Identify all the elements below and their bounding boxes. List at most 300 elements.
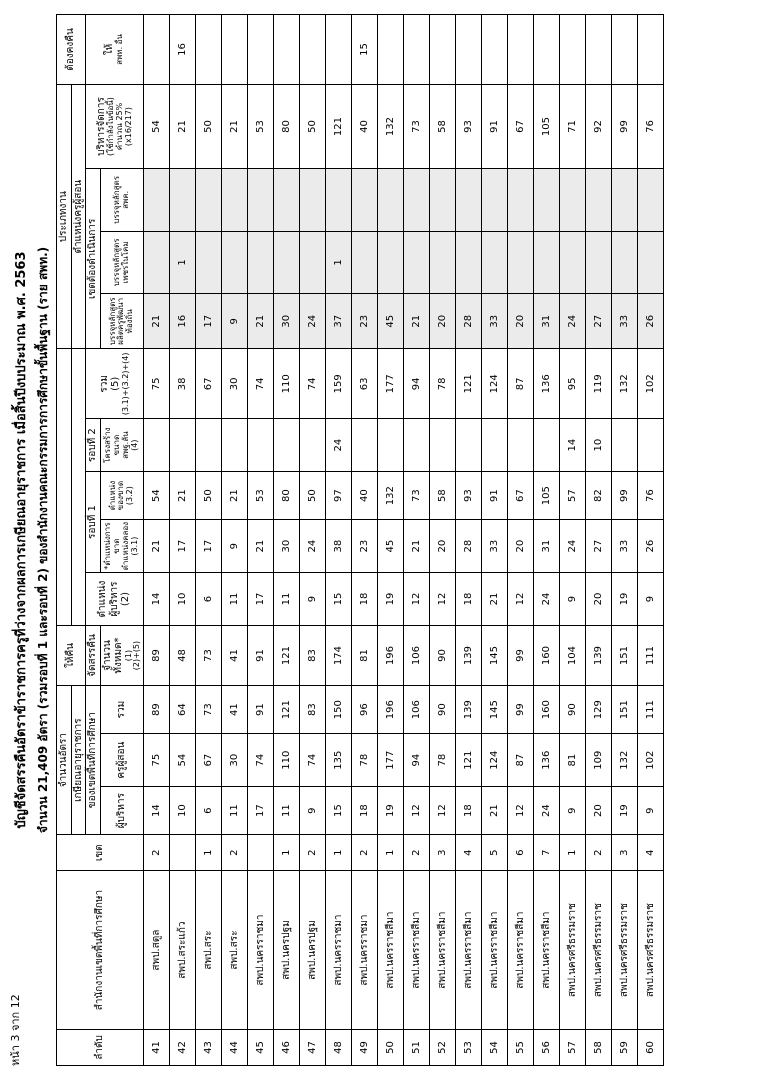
cell-round1-a: 23 [352,520,378,573]
cell-position: 9 [560,573,586,626]
cell-round2-a [300,419,326,472]
cell-round2-a [144,419,170,472]
cell-sum: 41 [222,686,248,734]
cell-position: 18 [456,573,482,626]
cell-position: 15 [326,573,352,626]
cell-zone: 3 [430,835,456,871]
cell-mgmt-3 [326,169,352,232]
cell-total: 38 [170,349,196,419]
cell-note: 16 [170,15,196,85]
cell-mgmt-3 [508,169,534,232]
th-pos: ตำแหน่ง ผู้บริหาร (2) [86,573,144,626]
table-row [456,15,482,1066]
cell-director: 19 [378,787,404,835]
cell-office: สพป.นครศรีธรรมราช [560,871,586,1030]
cell-zone: 2 [144,835,170,871]
cell-mgmt-1: 31 [534,294,560,349]
cell-total: 74 [300,349,326,419]
cell-manage: 58 [430,84,456,168]
cell-round1-a: 21 [248,520,274,573]
table-row [404,15,430,1066]
th-note-group: ต้องคงคืน [57,15,86,85]
cell-zone: 5 [482,835,508,871]
cell-zone: 2 [404,835,430,871]
cell-mgmt-2: 1 [170,231,196,294]
th-mgmt-1: บรรจุหลักสูตร ผลิตครูพัฒนาท้องถิ่น [100,294,144,349]
cell-sum: 151 [612,686,638,734]
cell-teacher: 78 [430,734,456,787]
cell-mgmt-2 [222,231,248,294]
cell-note [586,15,612,85]
cell-note [404,15,430,85]
cell-mgmt-2 [482,231,508,294]
th-alloc-sum: จำนวน ทั้งหมด* (1) (2)+(5) [100,625,144,685]
cell-alloc: 196 [378,625,404,685]
cell-mgmt-3 [456,169,482,232]
cell-zone: 6 [508,835,534,871]
cell-sum: 73 [196,686,222,734]
cell-ordinal: 57 [560,1029,586,1065]
cell-note [274,15,300,85]
cell-ordinal: 56 [534,1029,560,1065]
cell-sum: 106 [404,686,430,734]
table-row [638,15,664,1066]
cell-zone: 7 [534,835,560,871]
cell-director: 12 [508,787,534,835]
th-spacer-top [57,349,72,626]
cell-office: สพป.นครราชสีมา [482,871,508,1030]
cell-total: 63 [352,349,378,419]
cell-mgmt-1: 20 [508,294,534,349]
cell-round1-a: 33 [612,520,638,573]
cell-round1-a: 17 [196,520,222,573]
cell-director: 9 [638,787,664,835]
cell-office: สพป.นครราชมา [352,871,378,1030]
cell-director: 18 [456,787,482,835]
cell-office: สพป.นครปฐม [300,871,326,1030]
cell-manage: 91 [482,84,508,168]
cell-position: 21 [482,573,508,626]
cell-sum: 83 [300,686,326,734]
cell-round1-a: 33 [482,520,508,573]
cell-mgmt-3 [352,169,378,232]
cell-position: 12 [404,573,430,626]
cell-ordinal: 53 [456,1029,482,1065]
cell-mgmt-1: 23 [352,294,378,349]
document-header [8,0,53,1080]
cell-note [248,15,274,85]
cell-zone [248,835,274,871]
cell-zone: 3 [612,835,638,871]
cell-round2-a [352,419,378,472]
cell-manage: 54 [144,84,170,168]
cell-position: 24 [534,573,560,626]
cell-teacher: 87 [508,734,534,787]
cell-ordinal: 44 [222,1029,248,1065]
cell-mgmt-3 [196,169,222,232]
cell-position: 9 [300,573,326,626]
cell-zone: 4 [638,835,664,871]
th-zone: เขต [57,835,144,871]
cell-zone: 1 [326,835,352,871]
cell-office: สพป.นครราชสีมา [404,871,430,1030]
cell-round1-b: 97 [326,472,352,520]
cell-total: 177 [378,349,404,419]
cell-office: สพป.นครราชมา [248,871,274,1030]
cell-position: 6 [196,573,222,626]
cell-ordinal: 42 [170,1029,196,1065]
cell-alloc: 83 [300,625,326,685]
cell-manage: 80 [274,84,300,168]
cell-alloc: 106 [404,625,430,685]
cell-round1-a: 26 [638,520,664,573]
cell-director: 20 [586,787,612,835]
cell-teacher: 75 [144,734,170,787]
cell-teacher: 74 [248,734,274,787]
cell-ordinal: 46 [274,1029,300,1065]
cell-director: 19 [612,787,638,835]
cell-sum: 89 [144,686,170,734]
cell-round1-b: 82 [586,472,612,520]
cell-round1-a: 20 [508,520,534,573]
cell-sum: 160 [534,686,560,734]
th-mgmt-sub: เขตต้องดำเนินการ [86,169,101,349]
cell-mgmt-3 [430,169,456,232]
cell-mgmt-2 [430,231,456,294]
table-row [560,15,586,1066]
cell-mgmt-2 [404,231,430,294]
cell-manage: 50 [196,84,222,168]
cell-mgmt-2 [612,231,638,294]
cell-round2-a [612,419,638,472]
cell-note [508,15,534,85]
cell-mgmt-2 [456,231,482,294]
cell-alloc: 73 [196,625,222,685]
cell-mgmt-3 [248,169,274,232]
cell-teacher: 109 [586,734,612,787]
cell-director: 17 [248,787,274,835]
cell-round2-a [508,419,534,472]
cell-round1-b: 105 [534,472,560,520]
cell-mgmt-3 [300,169,326,232]
cell-mgmt-3 [404,169,430,232]
cell-alloc: 151 [612,625,638,685]
cell-director: 9 [560,787,586,835]
cell-round1-b: 91 [482,472,508,520]
cell-alloc: 139 [586,625,612,685]
th-alloc-group: ให้คืน [57,625,86,685]
cell-round1-b: 99 [612,472,638,520]
cell-mgmt-2 [274,231,300,294]
th-note: ให้ สพท. อื่น [86,15,144,85]
cell-total: 30 [222,349,248,419]
cell-round1-b: 93 [456,472,482,520]
th-round1-a: *ตำแหน่งการขาด ตำแหน่งคลอง (3.1) [100,520,144,573]
cell-round1-a: 9 [222,520,248,573]
cell-manage: 76 [638,84,664,168]
cell-round2-a: 14 [560,419,586,472]
cell-ordinal: 51 [404,1029,430,1065]
cell-round1-b: 132 [378,472,404,520]
cell-position: 10 [170,573,196,626]
cell-teacher: 81 [560,734,586,787]
cell-round2-a [248,419,274,472]
cell-ordinal: 54 [482,1029,508,1065]
cell-round2-a [170,419,196,472]
cell-office: สพป.สตูล [144,871,170,1030]
cell-mgmt-1: 17 [196,294,222,349]
cell-mgmt-3 [638,169,664,232]
cell-note [560,15,586,85]
cell-round2-a: 10 [586,419,612,472]
cell-ordinal: 50 [378,1029,404,1065]
cell-mgmt-1: 21 [248,294,274,349]
cell-office: สพป.นครราชสีมา [456,871,482,1030]
th-mgmt-3: บรรจุหลักสูตร สพค. [100,169,144,232]
cell-manage: 50 [300,84,326,168]
table-row [534,15,560,1066]
cell-position: 14 [144,573,170,626]
th-retire-group3: ของเขตพื้นที่การศึกษา [86,686,101,835]
cell-teacher: 94 [404,734,430,787]
cell-round1-b: 50 [196,472,222,520]
cell-total: 110 [274,349,300,419]
cell-round1-b: 58 [430,472,456,520]
cell-zone: 2 [586,835,612,871]
cell-office: สพป.สระแก้ว [170,871,196,1030]
cell-total: 87 [508,349,534,419]
cell-round2-a [404,419,430,472]
cell-round1-a: 31 [534,520,560,573]
th-round-group [71,349,86,626]
table-row [612,15,638,1066]
cell-sum: 91 [248,686,274,734]
cell-note [482,15,508,85]
cell-zone: 1 [560,835,586,871]
th-manage: บริหารจัดการ (ใช้กำลังในข้อนี้) คำนวณ 25% (x16/217) [86,84,144,168]
cell-note [326,15,352,85]
cell-round1-b: 54 [144,472,170,520]
cell-teacher: 124 [482,734,508,787]
cell-director: 11 [274,787,300,835]
cell-office: สพป.นครราชมา [326,871,352,1030]
cell-ordinal: 55 [508,1029,534,1065]
cell-total: 132 [612,349,638,419]
cell-ordinal: 58 [586,1029,612,1065]
cell-zone: 2 [222,835,248,871]
cell-teacher: 67 [196,734,222,787]
cell-total: 159 [326,349,352,419]
cell-teacher: 135 [326,734,352,787]
cell-round2-a [456,419,482,472]
th-ordinal: ลำดับ [57,1029,144,1065]
cell-sum: 64 [170,686,196,734]
cell-round1-a: 38 [326,520,352,573]
cell-position: 18 [352,573,378,626]
cell-round2-a [222,419,248,472]
cell-alloc: 160 [534,625,560,685]
cell-manage: 71 [560,84,586,168]
cell-ordinal: 45 [248,1029,274,1065]
cell-note [430,15,456,85]
table-row [170,15,196,1066]
cell-ordinal: 43 [196,1029,222,1065]
cell-round2-a: 24 [326,419,352,472]
cell-teacher: 132 [612,734,638,787]
cell-teacher: 30 [222,734,248,787]
cell-mgmt-3 [560,169,586,232]
cell-director: 15 [326,787,352,835]
cell-total: 95 [560,349,586,419]
cell-mgmt-2 [534,231,560,294]
table-row [586,15,612,1066]
cell-mgmt-3 [482,169,508,232]
th-sum: รวม [100,686,144,734]
cell-note [378,15,404,85]
cell-alloc: 139 [456,625,482,685]
cell-zone: 1 [378,835,404,871]
cell-sum: 145 [482,686,508,734]
cell-mgmt-2 [378,231,404,294]
cell-round1-b: 76 [638,472,664,520]
cell-round1-a: 30 [274,520,300,573]
cell-round1-b: 57 [560,472,586,520]
cell-note: 15 [352,15,378,85]
cell-manage: 73 [404,84,430,168]
cell-manage: 40 [352,84,378,168]
cell-sum: 150 [326,686,352,734]
cell-ordinal: 47 [300,1029,326,1065]
cell-round2-a [196,419,222,472]
th-director: ผู้บริหาร [100,787,144,835]
table-body [144,15,664,1066]
cell-sum: 111 [638,686,664,734]
cell-round2-a [534,419,560,472]
cell-alloc: 81 [352,625,378,685]
th-mgmt-group: ประเภทงาน [57,84,72,349]
cell-zone: 4 [456,835,482,871]
cell-mgmt-2 [560,231,586,294]
cell-manage: 99 [612,84,638,168]
cell-manage: 53 [248,84,274,168]
cell-alloc: 121 [274,625,300,685]
cell-manage: 67 [508,84,534,168]
cell-mgmt-2 [248,231,274,294]
cell-manage: 21 [170,84,196,168]
cell-mgmt-1: 24 [560,294,586,349]
cell-round2-a [482,419,508,472]
cell-office: สพป.นครราชสีมา [378,871,404,1030]
cell-alloc: 174 [326,625,352,685]
cell-sum: 99 [508,686,534,734]
cell-mgmt-1: 21 [144,294,170,349]
allocation-table [56,14,664,1066]
cell-note [300,15,326,85]
cell-round1-b: 50 [300,472,326,520]
cell-director: 9 [300,787,326,835]
cell-director: 14 [144,787,170,835]
cell-round1-b: 80 [274,472,300,520]
cell-total: 74 [248,349,274,419]
cell-ordinal: 49 [352,1029,378,1065]
cell-alloc: 89 [144,625,170,685]
cell-office: สพป.สระ [222,871,248,1030]
cell-note [222,15,248,85]
cell-alloc: 145 [482,625,508,685]
cell-round1-a: 27 [586,520,612,573]
cell-zone: 2 [300,835,326,871]
cell-alloc: 99 [508,625,534,685]
cell-office: สพป.สระ [196,871,222,1030]
cell-teacher: 78 [352,734,378,787]
table-row [508,15,534,1066]
table-row [378,15,404,1066]
cell-total: 124 [482,349,508,419]
cell-ordinal: 59 [612,1029,638,1065]
cell-note [612,15,638,85]
th-round1: รอบที่ 1 [86,472,101,573]
cell-position: 11 [274,573,300,626]
cell-mgmt-1: 33 [482,294,508,349]
th-teacher: ครูผู้สอน [100,734,144,787]
cell-manage: 93 [456,84,482,168]
cell-round2-a [638,419,664,472]
cell-mgmt-2 [508,231,534,294]
cell-sum: 121 [274,686,300,734]
cell-alloc: 48 [170,625,196,685]
cell-director: 6 [196,787,222,835]
cell-mgmt-3 [222,169,248,232]
th-mgmt-group2: ตำแหน่งครูผู้สอน [71,84,86,349]
cell-round1-a: 24 [300,520,326,573]
cell-teacher: 110 [274,734,300,787]
cell-mgmt-1: 24 [300,294,326,349]
cell-round1-a: 21 [404,520,430,573]
th-round1-b: ตำแหน่ง ของขาด (3.2) [100,472,144,520]
cell-note [534,15,560,85]
th-round2: รอบที่ 2 [86,419,101,472]
cell-manage: 121 [326,84,352,168]
table-row [196,15,222,1066]
cell-total: 136 [534,349,560,419]
cell-director: 11 [222,787,248,835]
cell-manage: 21 [222,84,248,168]
cell-mgmt-1: 27 [586,294,612,349]
cell-note [638,15,664,85]
cell-round1-a: 45 [378,520,404,573]
cell-teacher: 121 [456,734,482,787]
cell-zone: 1 [274,835,300,871]
cell-mgmt-3 [274,169,300,232]
cell-sum: 90 [430,686,456,734]
page-number: หน้า 3 จาก 12 [9,994,22,1066]
table-row [482,15,508,1066]
cell-mgmt-3 [612,169,638,232]
cell-sum: 139 [456,686,482,734]
cell-sum: 129 [586,686,612,734]
cell-mgmt-1: 30 [274,294,300,349]
cell-position: 17 [248,573,274,626]
cell-office: สพป.นครศรีธรรมราช [612,871,638,1030]
table-row [352,15,378,1066]
cell-teacher: 74 [300,734,326,787]
cell-zone: 1 [196,835,222,871]
cell-position: 19 [612,573,638,626]
cell-round1-b: 21 [222,472,248,520]
cell-director: 12 [404,787,430,835]
cell-mgmt-1: 20 [430,294,456,349]
cell-mgmt-1: 45 [378,294,404,349]
